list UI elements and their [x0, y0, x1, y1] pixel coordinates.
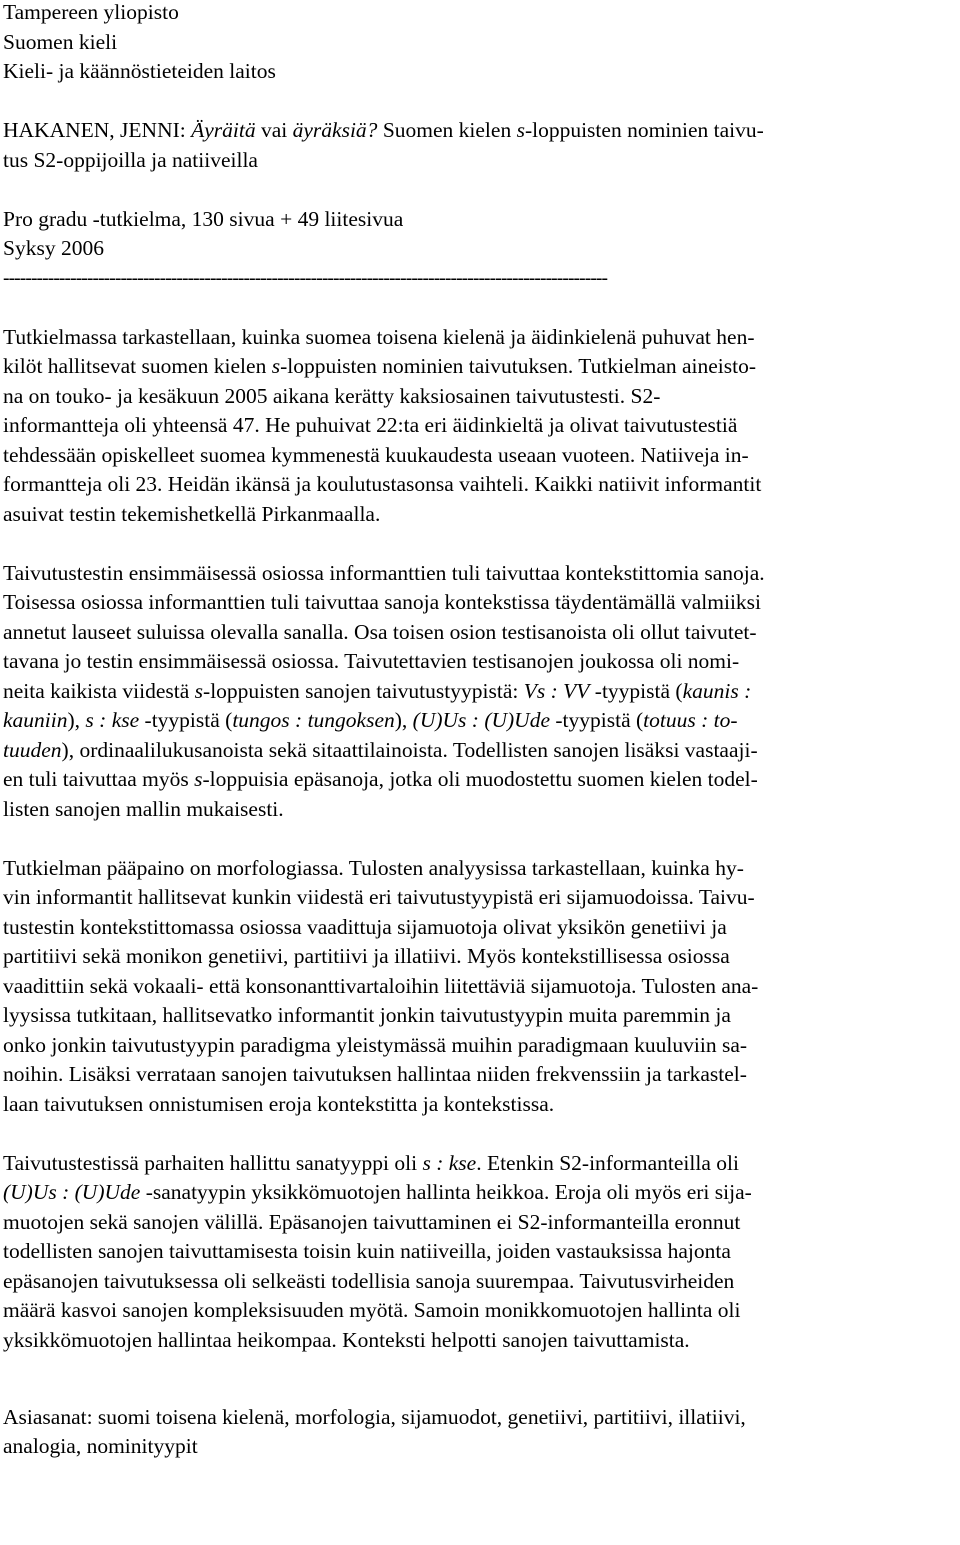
paragraph-line: epäsanojen taivutuksessa oli selkeästi todellisia sanoja suurempaa. Taivutusvirheiden — [3, 1268, 735, 1293]
thesis-title-line-1 — [3, 116, 955, 146]
text-run: neita kaikista viidestä — [3, 678, 195, 703]
abstract-paragraph-4 — [3, 1149, 955, 1356]
paragraph-line: noihin. Lisäksi verrataan sanojen taivutuksen hallintaa niiden frekvenssiin ja tarkastel- — [3, 1062, 747, 1086]
thesis-info — [3, 116, 955, 293]
paragraph-line — [3, 706, 955, 736]
paragraph-line — [3, 736, 955, 766]
text-run: -tyypistä ( — [139, 708, 233, 732]
italic-run: Vs : VV — [523, 678, 590, 703]
department-name: Kieli- ja käännöstieteiden laitos — [3, 59, 276, 83]
paragraph-line: lyysissa tutkitaan, hallitsevatko informantit jonkin taivutustyypin muita paremmin ja — [3, 1003, 731, 1027]
paragraph-line: vaadittiin sekä vokaali- että konsonanttivartaloihin liitettäviä sijamuotoja. Tulosten ana- — [3, 973, 759, 998]
text-run: -tyypistä ( — [589, 678, 683, 703]
paragraph-line — [3, 1178, 955, 1208]
spacer — [3, 824, 955, 854]
title-text: Suomen kielen — [377, 118, 517, 142]
paragraph-line: annetut lauseet suluissa olevalla sanalla. Osa toisen osion testisanoista oli ollut taivutet- — [3, 619, 757, 644]
spacer — [3, 87, 955, 117]
thesis-type-pages: Pro gradu -tutkielma, 130 sivua + 49 liitesivua — [3, 206, 404, 231]
text-run: -tyypistä ( — [550, 708, 644, 732]
text-run: kilöt hallitsevat suomen kielen — [3, 354, 272, 378]
paragraph-line: listen sanojen mallin mukaisesti. — [3, 796, 284, 821]
text-run: en tuli taivuttaa myös — [3, 767, 195, 791]
spacer — [3, 175, 955, 205]
paragraph-line — [3, 1149, 955, 1179]
title-italic-1: Äyräitä — [191, 118, 256, 142]
italic-run: totuus : to- — [643, 708, 738, 732]
title-text: -loppuisten nominien taivu- — [524, 118, 764, 142]
text-run: ), — [394, 708, 413, 732]
italic-run: s — [271, 354, 281, 378]
university-name: Tampereen yliopisto — [3, 0, 179, 24]
abstract-paragraph-1 — [3, 323, 955, 530]
paragraph-line: Toisessa osiossa informanttien tuli taivuttaa sanoja kontekstissa täydentämällä valmiiksi — [3, 590, 762, 614]
paragraph-line: Tutkielman pääpaino on morfologiassa. Tulosten analyysissa tarkastellaan, kuinka hy- — [3, 855, 744, 880]
paragraph-line: tustestin kontekstittomassa osiossa vaadittuja sijamuotoja olivat yksikön genetiivi ja — [3, 914, 727, 939]
italic-run: (U)Us : (U)Ude — [3, 1180, 141, 1204]
subject-name: Suomen kieli — [3, 29, 118, 54]
paragraph-line — [3, 677, 955, 707]
text-run: ), ordinaalilukusanoista sekä sitaattilainoista. Todellisten sanojen lisäksi vastaaji- — [61, 737, 758, 762]
text-run: -loppuisia epäsanoja, jotka oli muodostettu suomen kielen todel- — [202, 767, 758, 791]
paragraph-line: Taivutustestin ensimmäisessä osiossa informanttien tuli taivuttaa kontekstittomia sanoja. — [3, 560, 765, 585]
text-run: . Etenkin S2-informanteilla oli — [476, 1150, 739, 1175]
abstract-page — [3, 0, 955, 1462]
text-run: -loppuisten sanojen taivutustyypistä: — [203, 678, 524, 703]
paragraph-line: na on touko- ja kesäkuun 2005 aikana kerätty kaksiosainen taivutustesti. S2- — [3, 383, 661, 408]
spacer — [3, 293, 955, 323]
paragraph-line: informantteja oli yhteensä 47. He puhuivat 22:ta eri äidinkieltä ja olivat taivutustestiä — [3, 413, 738, 437]
spacer — [3, 529, 955, 559]
paragraph-line — [3, 765, 955, 795]
paragraph-line: vin informantit hallitsevat kunkin viidestä eri taivutustyypistä eri sijamuodoissa. Taivu- — [3, 885, 755, 909]
paragraph-line: asuivat testin tekemishetkellä Pirkanmaalla. — [3, 501, 381, 526]
dashed-separator: ------------------------------------------------------------------------------------------------------------ — [3, 267, 608, 289]
institution-header — [3, 0, 955, 87]
title-text: vai — [255, 118, 293, 142]
italic-run: s — [194, 767, 203, 791]
title-italic-2: äyräksiä? — [292, 118, 378, 142]
italic-run: (U)Us : (U)Ude — [412, 708, 550, 732]
paragraph-line: Tutkielmassa tarkastellaan, kuinka suomea toisena kielenä ja äidinkielenä puhuvat hen- — [3, 324, 755, 349]
spacer — [3, 1119, 955, 1149]
paragraph-line: muotojen sekä sanojen välillä. Epäsanojen taivuttaminen ei S2-informanteilla eronnut — [3, 1209, 741, 1234]
abstract-paragraph-2 — [3, 559, 955, 825]
italic-run: kauniin — [3, 708, 68, 732]
author-name: HAKANEN, JENNI: — [3, 118, 186, 142]
italic-run: s — [194, 678, 204, 703]
paragraph-line: partitiivi sekä monikon genetiivi, partitiivi ja illatiivi. Myös kontekstillisessa osiossa — [3, 944, 730, 968]
italic-run: kaunis : — [682, 678, 752, 703]
paragraph-line: onko jonkin taivutustyypin paradigma yleistymässä muihin paradigmaan kuuluviin sa- — [3, 1032, 748, 1057]
text-run: ), — [67, 708, 86, 732]
thesis-semester: Syksy 2006 — [3, 236, 104, 260]
thesis-title-line-2: tus S2-oppijoilla ja natiiveilla — [3, 147, 258, 172]
paragraph-line: tehdessään opiskelleet suomea kymmenestä kuukaudesta useaan vuoteen. Natiiveja in- — [3, 442, 749, 467]
paragraph-line: todellisten sanojen taivuttamisesta toisin kuin natiiveilla, joiden vastauksissa hajonta — [3, 1239, 731, 1263]
keywords-line: Asiasanat: suomi toisena kielenä, morfologia, sijamuodot, genetiivi, partitiivi, illatiivi, — [3, 1404, 746, 1429]
spacer — [3, 1355, 955, 1385]
paragraph-line: määrä kasvoi sanojen kompleksisuuden myötä. Samoin monikkomuotojen hallinta oli — [3, 1298, 741, 1322]
italic-run: tungos : tungoksen — [232, 708, 395, 732]
paragraph-line: formantteja oli 23. Heidän ikänsä ja koulutustasonsa vaihteli. Kaikki natiivit informantit — [3, 472, 762, 496]
italic-run: s : kse — [422, 1150, 477, 1175]
text-run: -sanatyypin yksikkömuotojen hallinta heikkoa. Eroja oli myös eri sija- — [140, 1180, 752, 1204]
text-run: -loppuisten nominien taivutuksen. Tutkielman aineisto- — [280, 354, 757, 378]
paragraph-line: yksikkömuotojen hallintaa heikompaa. Konteksti helpotti sanojen taivuttamista. — [3, 1327, 690, 1352]
paragraph-line — [3, 352, 955, 382]
text-run: Taivutustestissä parhaiten hallittu sanatyyppi oli — [3, 1150, 423, 1175]
spacer — [3, 1385, 955, 1403]
abstract-paragraph-3 — [3, 854, 955, 1120]
paragraph-line: tavana jo testin ensimmäisessä osiossa. Taivutettavien testisanojen joukossa oli nomi- — [3, 649, 740, 673]
keywords-line: analogia, nominityypit — [3, 1434, 198, 1458]
title-italic-s: s — [516, 118, 525, 142]
italic-run: s : kse — [85, 708, 140, 732]
keywords — [3, 1403, 955, 1462]
italic-run: tuuden — [3, 737, 62, 762]
paragraph-line: laan taivutuksen onnistumisen eroja kontekstitta ja kontekstissa. — [3, 1091, 555, 1116]
